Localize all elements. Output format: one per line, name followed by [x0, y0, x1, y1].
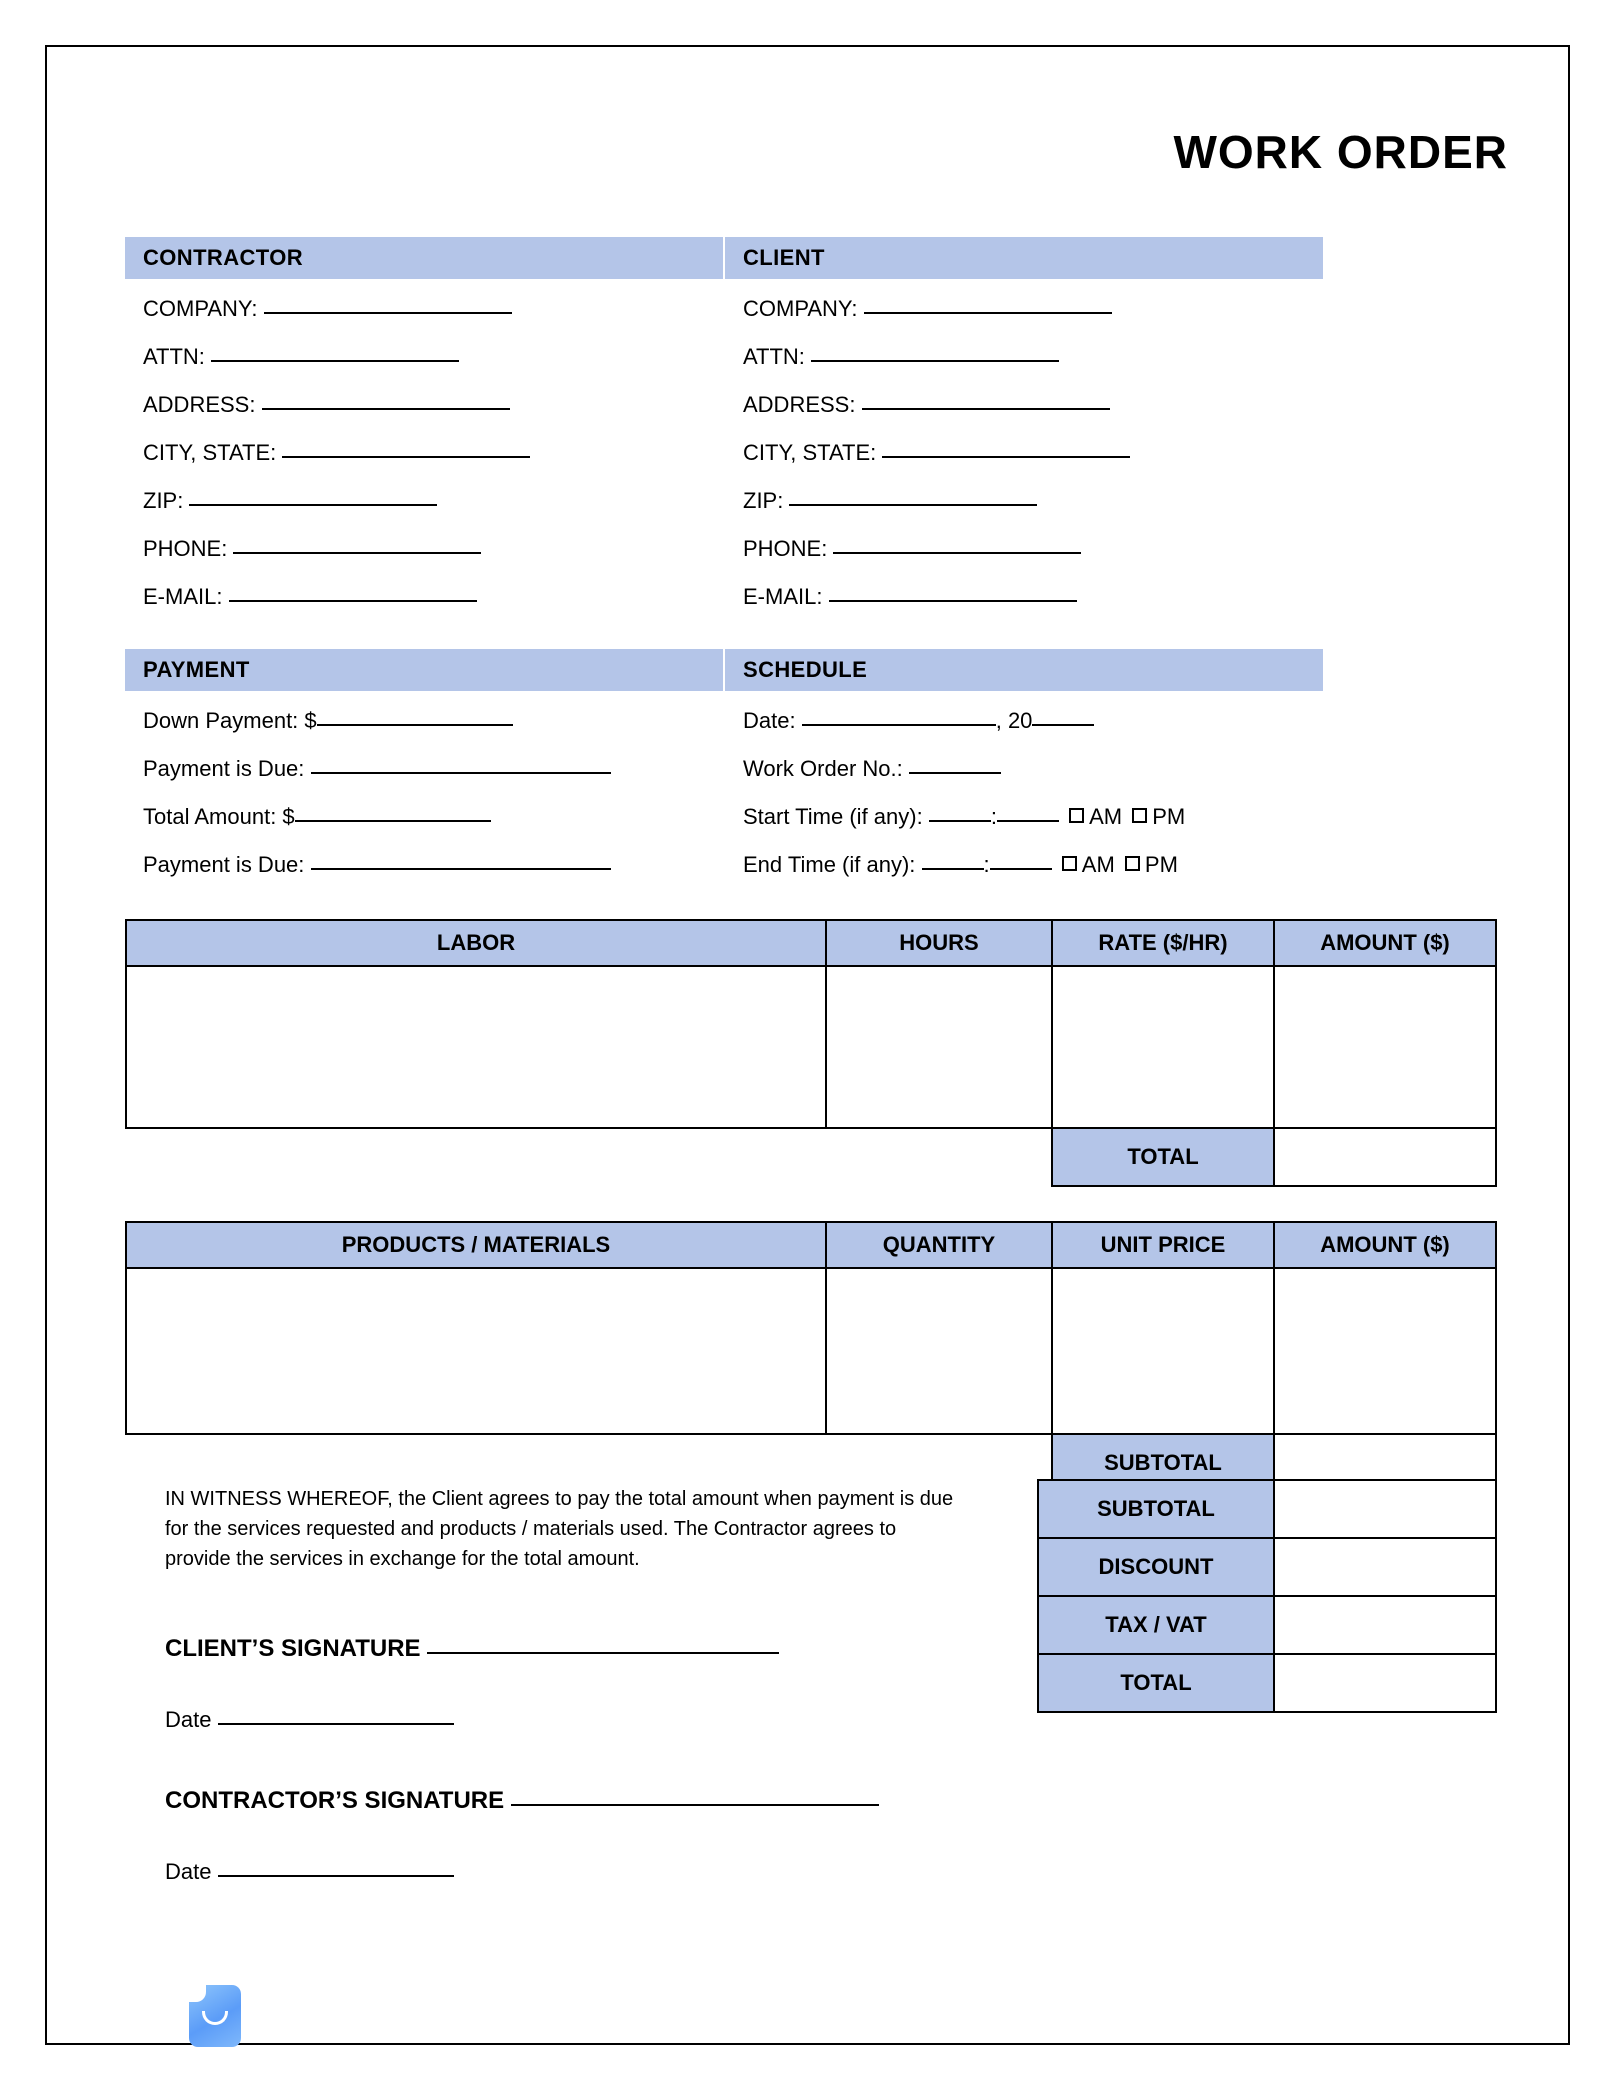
client-fields: [725, 279, 1323, 621]
totals-total-row: [1038, 1654, 1496, 1712]
start-pm-checkbox[interactable]: [1132, 808, 1147, 823]
contractor-attn-field[interactable]: [125, 333, 723, 381]
products-col-unit-price: UNIT PRICE: [1052, 1222, 1274, 1268]
start-time-field[interactable]: [725, 793, 1323, 841]
document-smile-logo-icon: [189, 1985, 241, 2047]
products-header-row: [126, 1222, 1496, 1268]
contractor-company-label: COMPANY:: [143, 296, 258, 321]
down-payment-field[interactable]: [125, 697, 723, 745]
payment-due-label-2: Payment is Due:: [143, 852, 305, 877]
client-zip-label: ZIP:: [743, 488, 784, 513]
witness-clause: IN WITNESS WHEREOF, the Client agrees to pay the total amount when payment is due for the services requested and products / materials used. The Contractor agrees to provide the services in exchange for the total amount.: [165, 1488, 954, 1570]
contractor-heading: CONTRACTOR: [125, 237, 723, 279]
client-attn-label: ATTN:: [743, 344, 805, 369]
work-order-no-label: Work Order No.:: [743, 756, 903, 781]
totals-subtotal-label: SUBTOTAL: [1038, 1480, 1274, 1538]
labor-table: [125, 919, 1497, 1187]
contractor-date-row[interactable]: [165, 1859, 454, 1885]
end-pm-label: PM: [1144, 852, 1178, 877]
end-am-checkbox[interactable]: [1062, 856, 1077, 871]
contractor-city-state-field[interactable]: [125, 429, 723, 477]
totals-total-label: TOTAL: [1038, 1654, 1274, 1712]
payment-due-field-1[interactable]: [125, 745, 723, 793]
client-attn-field[interactable]: [725, 333, 1323, 381]
labor-total-value[interactable]: [1274, 1128, 1496, 1186]
payment-fields: [125, 691, 723, 889]
totals-discount-value[interactable]: [1274, 1538, 1496, 1596]
labor-col-amount: AMOUNT ($): [1274, 920, 1496, 966]
totals-tax-row: [1038, 1596, 1496, 1654]
start-time-label: Start Time (if any):: [743, 804, 923, 829]
totals-discount-row: [1038, 1538, 1496, 1596]
client-phone-label: PHONE:: [743, 536, 828, 561]
contractor-city-state-label: CITY, STATE:: [143, 440, 277, 465]
schedule-date-label: Date:: [743, 708, 796, 733]
start-am-label: AM: [1089, 804, 1123, 829]
totals-discount-label: DISCOUNT: [1038, 1538, 1274, 1596]
end-am-label: AM: [1081, 852, 1115, 877]
total-amount-label: Total Amount: $: [143, 804, 295, 829]
labor-total-row: [126, 1128, 1496, 1186]
labor-cell-amount[interactable]: [1274, 966, 1496, 1128]
client-date-row[interactable]: [165, 1707, 454, 1733]
products-cell-description[interactable]: [126, 1268, 826, 1434]
contractor-email-label: E-MAIL:: [143, 584, 223, 609]
contractor-email-field[interactable]: [125, 573, 723, 621]
labor-col-hours: HOURS: [826, 920, 1052, 966]
labor-col-rate: RATE ($/HR): [1052, 920, 1274, 966]
schedule-date-field[interactable]: [725, 697, 1323, 745]
client-signature-label: CLIENT’S SIGNATURE: [165, 1635, 421, 1662]
products-col-quantity: QUANTITY: [826, 1222, 1052, 1268]
totals-subtotal-value[interactable]: [1274, 1480, 1496, 1538]
products-cell-amount[interactable]: [1274, 1268, 1496, 1434]
end-time-field[interactable]: [725, 841, 1323, 889]
table-row[interactable]: [126, 966, 1496, 1128]
contractor-signature-row[interactable]: [165, 1787, 879, 1815]
smile-curve-icon: [202, 2011, 228, 2025]
start-am-checkbox[interactable]: [1069, 808, 1084, 823]
contractor-phone-field[interactable]: [125, 525, 723, 573]
schedule-fields: [725, 691, 1323, 889]
client-address-label: ADDRESS:: [743, 392, 856, 417]
end-time-label: End Time (if any):: [743, 852, 916, 877]
client-date-label: Date: [165, 1707, 212, 1732]
start-time-separator: :: [990, 804, 997, 829]
client-company-label: COMPANY:: [743, 296, 858, 321]
total-amount-field[interactable]: [125, 793, 723, 841]
client-signature-row[interactable]: [165, 1635, 779, 1663]
totals-subtotal-row: [1038, 1480, 1496, 1538]
contractor-zip-label: ZIP:: [143, 488, 184, 513]
payment-due-label-1: Payment is Due:: [143, 756, 305, 781]
totals-tax-label: TAX / VAT: [1038, 1596, 1274, 1654]
contractor-address-field[interactable]: [125, 381, 723, 429]
client-company-field[interactable]: [725, 285, 1323, 333]
payment-section: [125, 649, 723, 889]
contractor-signature-label: CONTRACTOR’S SIGNATURE: [165, 1787, 505, 1814]
contractor-address-label: ADDRESS:: [143, 392, 256, 417]
labor-cell-rate[interactable]: [1052, 966, 1274, 1128]
client-city-state-field[interactable]: [725, 429, 1323, 477]
page-title: WORK ORDER: [1173, 126, 1508, 178]
schedule-section: [725, 649, 1323, 889]
products-table: [125, 1221, 1497, 1493]
page-sheet: [45, 45, 1570, 2045]
products-cell-unit-price[interactable]: [1052, 1268, 1274, 1434]
products-col-amount: AMOUNT ($): [1274, 1222, 1496, 1268]
totals-table: [1037, 1479, 1497, 1713]
client-heading: CLIENT: [725, 237, 1323, 279]
contractor-company-field[interactable]: [125, 285, 723, 333]
work-order-no-field[interactable]: [725, 745, 1323, 793]
end-time-separator: :: [983, 852, 990, 877]
contractor-attn-label: ATTN:: [143, 344, 205, 369]
table-row[interactable]: [126, 1268, 1496, 1434]
client-city-state-label: CITY, STATE:: [743, 440, 877, 465]
products-cell-quantity[interactable]: [826, 1268, 1052, 1434]
client-email-field[interactable]: [725, 573, 1323, 621]
labor-header-row: [126, 920, 1496, 966]
labor-cell-description[interactable]: [126, 966, 826, 1128]
contractor-section: [125, 237, 723, 621]
labor-total-label: TOTAL: [1052, 1128, 1274, 1186]
labor-col-labor: LABOR: [126, 920, 826, 966]
products-col-name: PRODUCTS / MATERIALS: [126, 1222, 826, 1268]
contractor-fields: [125, 279, 723, 621]
totals-total-value[interactable]: [1274, 1654, 1496, 1712]
payment-due-field-2[interactable]: [125, 841, 723, 889]
contractor-zip-field[interactable]: [125, 477, 723, 525]
down-payment-label: Down Payment: $: [143, 708, 317, 733]
products-subtotal-label: SUBTOTAL: [1052, 1434, 1274, 1492]
client-phone-field[interactable]: [725, 525, 1323, 573]
contractor-date-label: Date: [165, 1859, 212, 1884]
start-pm-label: PM: [1152, 804, 1186, 829]
client-address-field[interactable]: [725, 381, 1323, 429]
totals-tax-value[interactable]: [1274, 1596, 1496, 1654]
schedule-heading: SCHEDULE: [725, 649, 1323, 691]
payment-heading: PAYMENT: [125, 649, 723, 691]
schedule-year-prefix: , 20: [995, 708, 1033, 733]
client-email-label: E-MAIL:: [743, 584, 823, 609]
end-pm-checkbox[interactable]: [1125, 856, 1140, 871]
client-section: [725, 237, 1323, 621]
client-zip-field[interactable]: [725, 477, 1323, 525]
labor-cell-hours[interactable]: [826, 966, 1052, 1128]
contractor-phone-label: PHONE:: [143, 536, 228, 561]
